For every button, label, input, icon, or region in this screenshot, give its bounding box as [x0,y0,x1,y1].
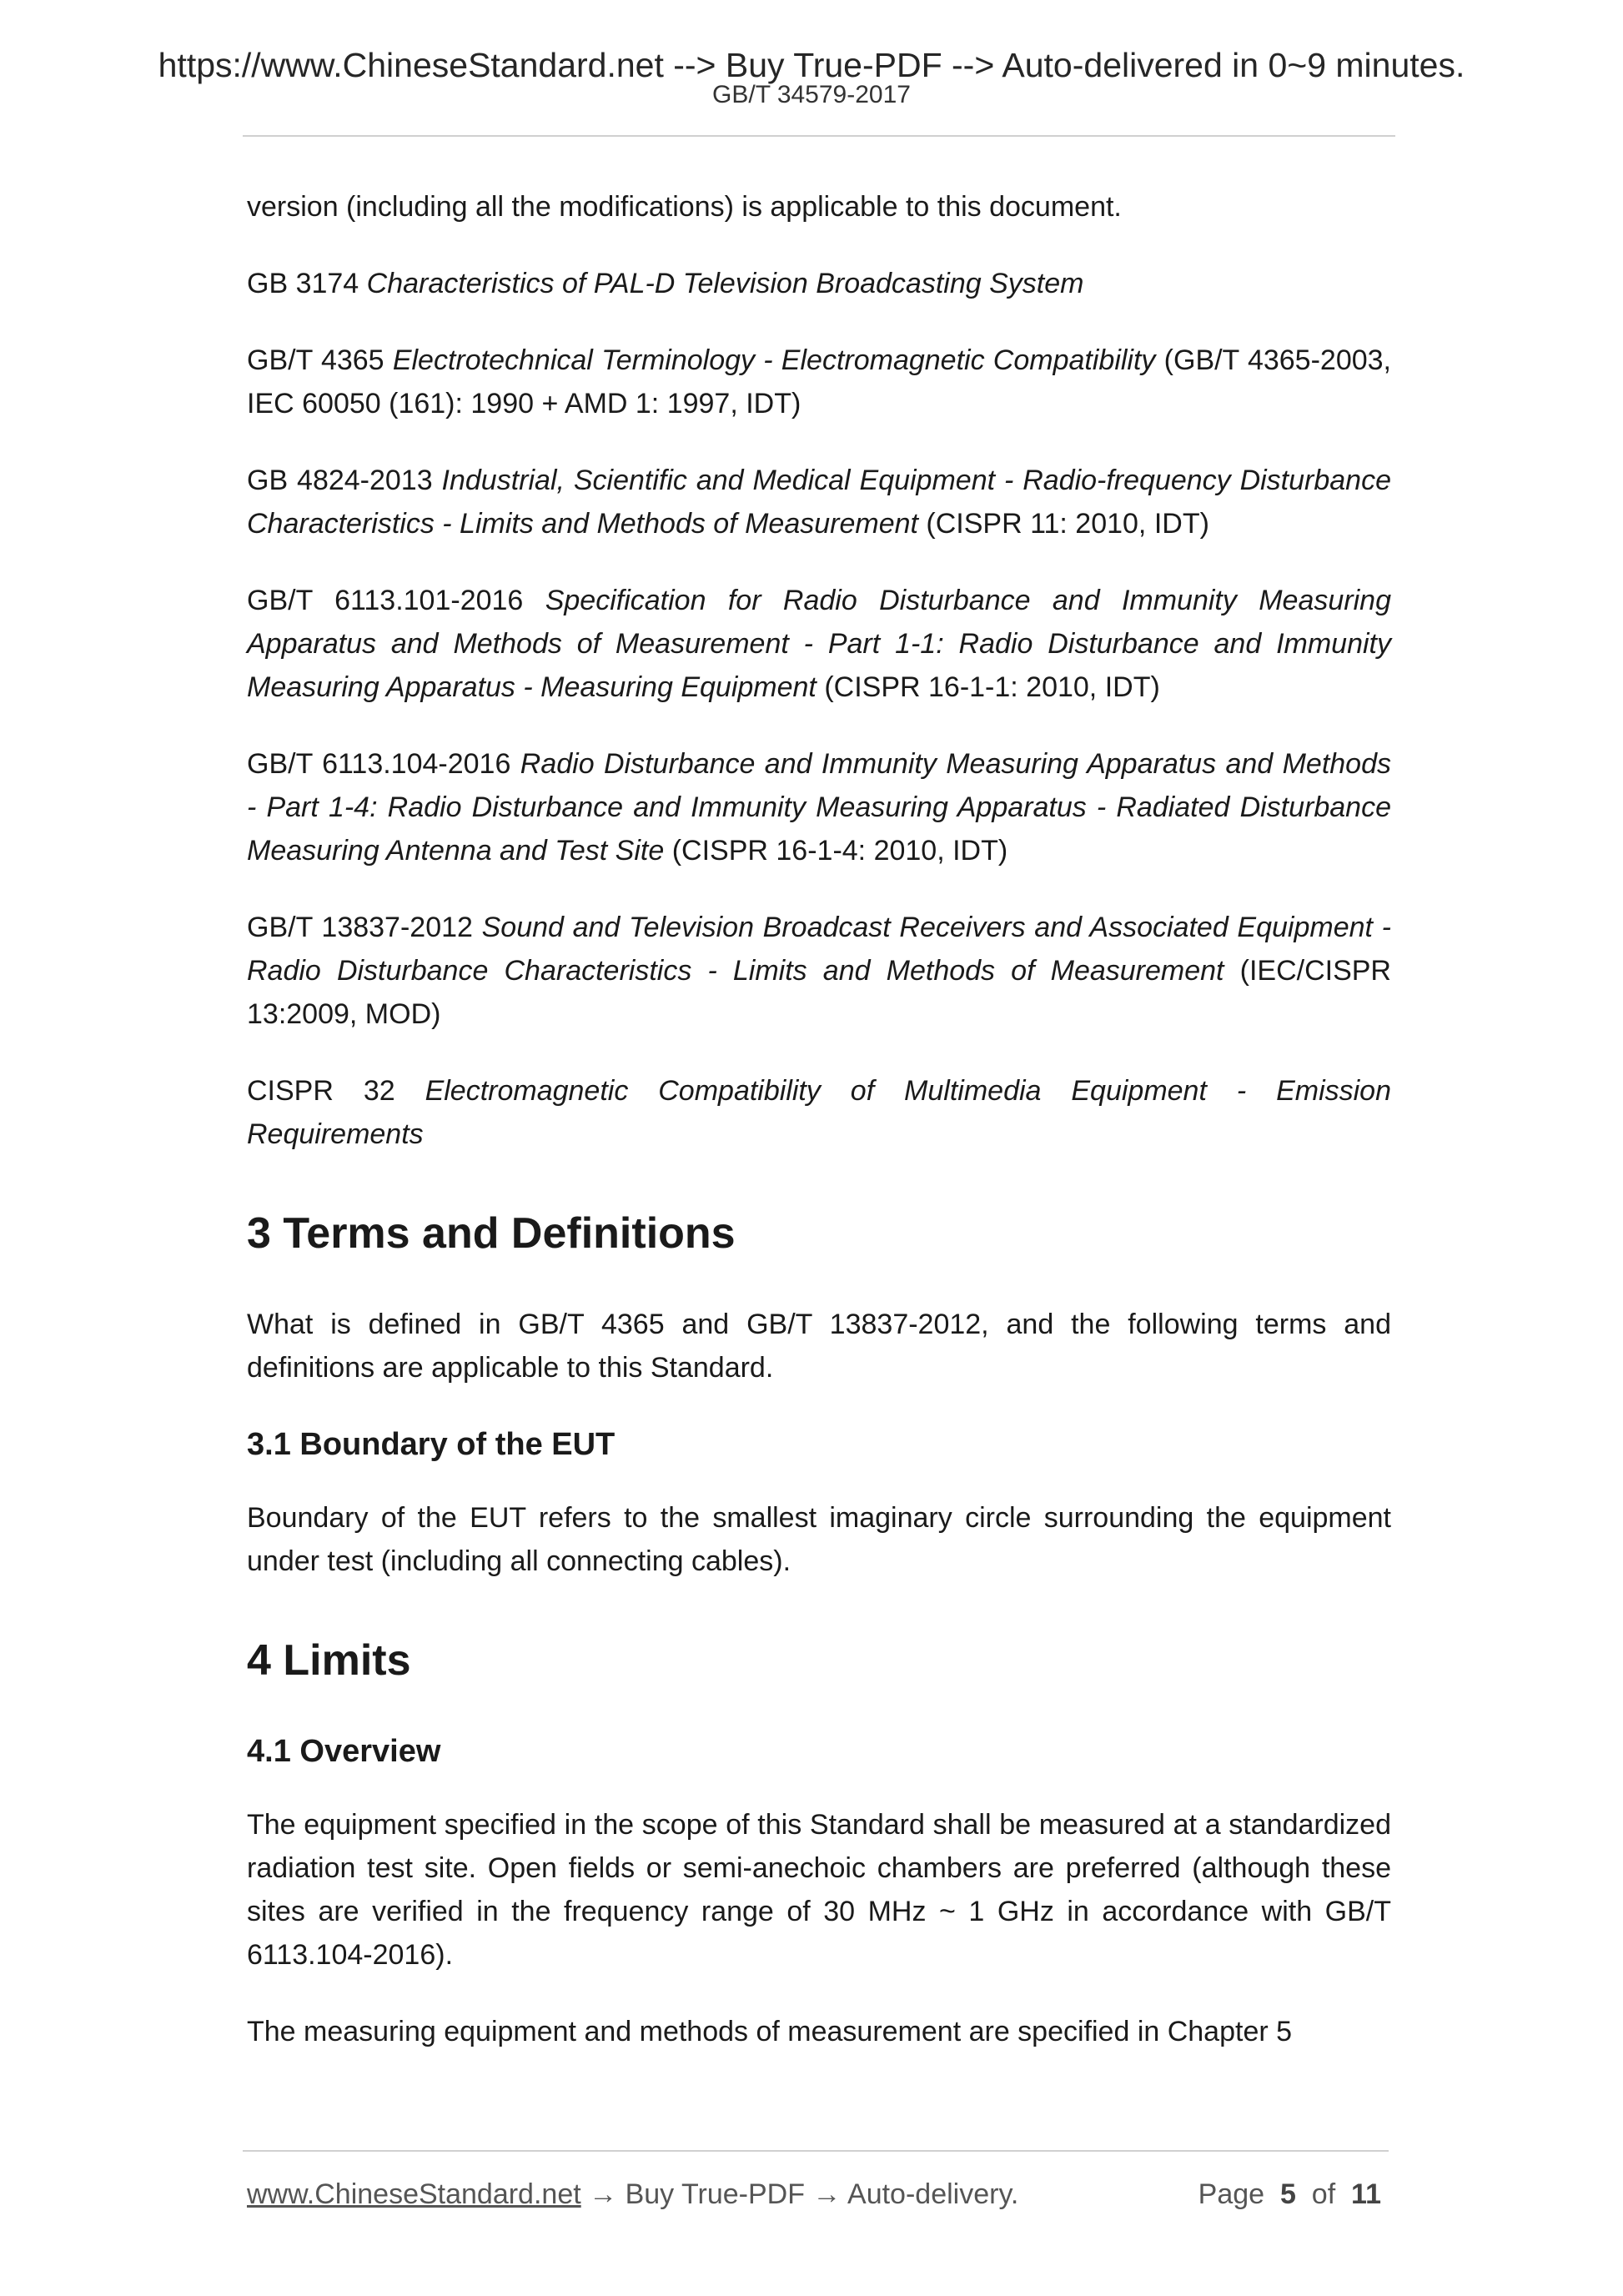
overview-paragraph: The equipment specified in the scope of this Standard shall be measured at a standardized radiation test site. Open fields or semi-anechoic chambers are preferred (although these sites are verified in the frequency range of 30 MHz ~ 1 GHz in accordance with GB/T 6113.104-2016). [247,1809,1391,1971]
footer-delivery-text: Auto-delivery. [847,2178,1019,2210]
of-word: of [1311,2178,1336,2210]
header-divider [243,135,1395,137]
reference-title: Characteristics of PAL-D Television Broadcasting System [366,268,1084,299]
total-pages-number: 11 [1351,2178,1381,2210]
reference-gb-4824 [247,459,1391,545]
references-intro: version (including all the modifications) is applicable to this document. [247,191,1122,223]
reference-gbt-4365 [247,339,1391,425]
reference-gb-3174 [247,262,1391,305]
reference-equivalence: (CISPR 16-1-4: 2010, IDT) [664,835,1008,867]
subsection-heading-overview: 4.1 Overview [247,1734,441,1769]
section-heading-limits: 4 Limits [247,1636,411,1685]
reference-equivalence: (CISPR 11: 2010, IDT) [917,508,1209,540]
arrow-icon: → [580,2178,626,2210]
footer-site-link[interactable]: www.ChineseStandard.net [247,2178,581,2210]
reference-title: Radio Disturbance and Immunity Measuring Apparatus and Methods - Part 1-4: Radio Disturbance and Immunity Measuring Apparatus - Radiated Disturbance Measuring Antenna and Test Site [247,748,1392,867]
reference-title: Specification for Radio Disturbance and Immunity Measuring Apparatus and Methods of Measurement - Part 1-1: Radio Disturbance and Immunity Measuring Apparatus - Measuring Equipment [247,585,1391,703]
reference-title: Sound and Television Broadcast Receivers and Associated Equipment - Radio Disturbance Characteristics - Limits and Methods of Measurement [247,912,1391,987]
reference-title: Industrial, Scientific and Medical Equipment - Radio-frequency Disturbance Characteristics - Limits and Methods of Measurement [247,465,1391,540]
reference-gbt-6113-104 [247,742,1391,872]
footer-divider [243,2150,1389,2152]
footer-buy-text: Buy True-PDF [625,2178,805,2210]
boundary-definition-paragraph: Boundary of the EUT refers to the smallest imaginary circle surrounding the equipment under test (including all connecting cables). [247,1502,1391,1577]
reference-equivalence: (GB/T 4365-2003, IEC 60050 (161): 1990 + AMD 1: 1997, IDT) [247,344,1391,420]
reference-gbt-6113-101 [247,579,1391,709]
reference-code: GB/T 4365 [247,344,393,376]
reference-gbt-13837 [247,906,1391,1036]
section-heading-terms: 3 Terms and Definitions [247,1209,736,1258]
promo-banner-link[interactable]: https://www.ChineseStandard.net --> Buy True-PDF --> Auto-delivered in 0~9 minutes. [158,46,1465,84]
page-number [1198,2175,1381,2213]
arrow-icon: → [804,2178,848,2210]
reference-code: GB/T 6113.104-2016 [247,748,520,780]
document-code: GB/T 34579-2017 [712,81,911,108]
page-footer [247,2175,1381,2213]
reference-title: Electromagnetic Compatibility of Multimedia Equipment - Emission Requirements [247,1075,1391,1150]
reference-code: GB/T 6113.101-2016 [247,585,545,616]
reference-equivalence: (IEC/CISPR 13:2009, MOD) [247,955,1391,1030]
reference-title: Electrotechnical Terminology - Electromagnetic Compatibility [392,344,1156,376]
reference-code: GB/T 13837-2012 [247,912,482,943]
reference-cispr-32 [247,1069,1391,1156]
reference-code: GB 4824-2013 [247,465,442,496]
measuring-equipment-paragraph: The measuring equipment and methods of measurement are specified in Chapter 5 [247,2016,1293,2047]
reference-code: CISPR 32 [247,1075,425,1107]
page-word: Page [1198,2178,1265,2210]
reference-code: GB 3174 [247,268,367,299]
terms-intro-paragraph: What is defined in GB/T 4365 and GB/T 13837-2012, and the following terms and definitions are applicable to this Standard. [247,1309,1391,1384]
reference-equivalence: (CISPR 16-1-1: 2010, IDT) [816,671,1160,703]
subsection-heading-boundary: 3.1 Boundary of the EUT [247,1427,616,1462]
page-content [247,185,1391,2087]
current-page-number: 5 [1279,2178,1296,2210]
